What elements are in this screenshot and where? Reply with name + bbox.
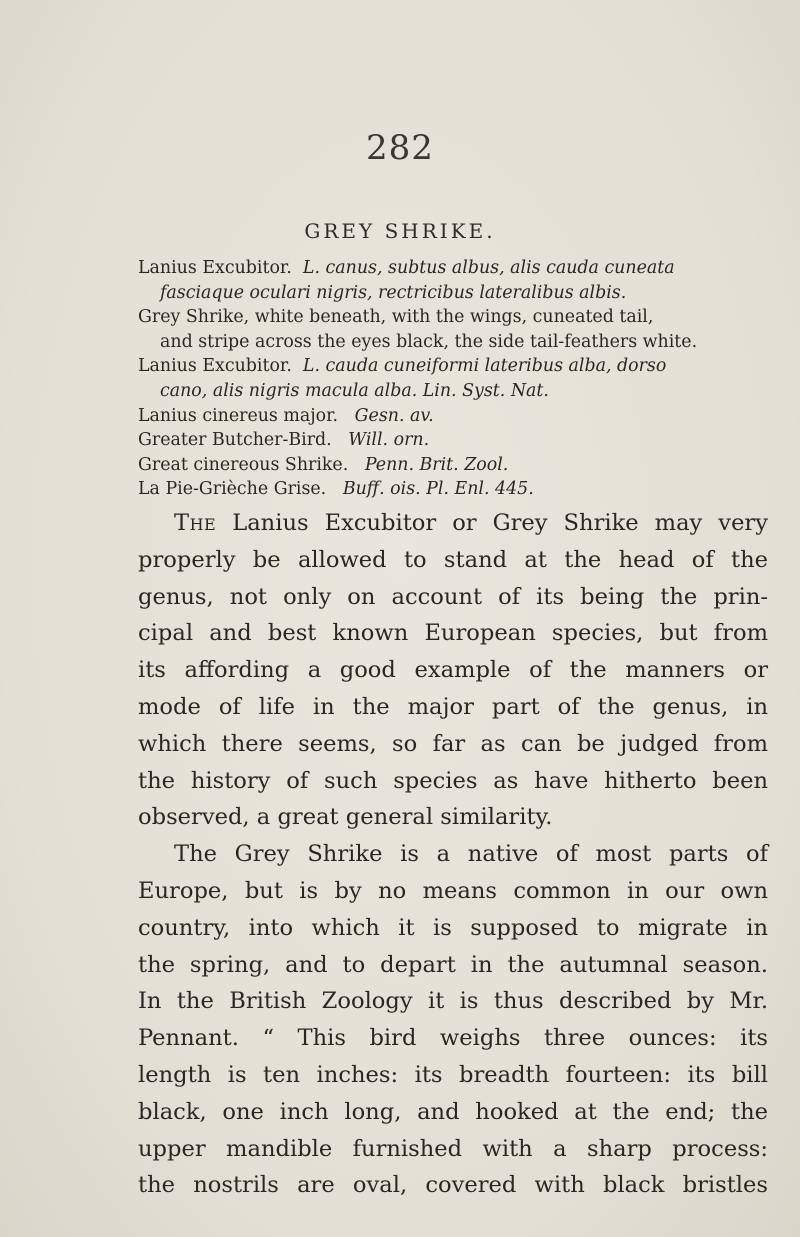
text-line: genus, not only on account of its being the prin-	[138, 583, 768, 610]
synonym-entry	[138, 305, 778, 330]
text-line: mode of life in the major part of the genus, in	[138, 693, 768, 720]
synonym-entry	[138, 354, 778, 379]
synonym-reference: Will. orn.	[348, 430, 430, 451]
text-line	[138, 505, 768, 542]
synonym-reference: L. cauda cuneiformi lateribus alba, dorso	[302, 356, 667, 377]
page-title: GREY SHRIKE.	[304, 219, 496, 243]
synonym-continuation: cano, alis nigris macula alba. Lin. Syst. Nat.	[160, 380, 549, 401]
text-line: Pennant. “ This bird weighs three ounces: its	[138, 1025, 768, 1052]
synonym-continuation: fasciaque oculari nigris, rectricibus lateralibus albis.	[160, 282, 627, 303]
text-line: upper mandible furnished with a sharp process:	[138, 1135, 768, 1162]
synonym-entry	[138, 404, 778, 429]
synonym-name: La Pie-Grièche Grise.	[138, 479, 327, 500]
text-line-content: Lanius Excubitor or Grey Shrike may very	[232, 510, 769, 536]
synonym-name: Greater Butcher-Bird.	[138, 430, 332, 451]
synonym-entry	[138, 477, 778, 502]
synonym-name: Lanius cinereus major.	[138, 405, 339, 426]
synonym-name: Great cinereous Shrike.	[138, 454, 349, 475]
text-line: which there seems, so far as can be judged from	[138, 730, 768, 757]
text-line: its affording a good example of the manners or	[138, 657, 768, 684]
synonym-entry	[138, 453, 778, 478]
synonymy-list	[138, 256, 778, 502]
synonym-reference: Buff. ois. Pl. Enl. 445.	[342, 479, 534, 500]
text-line: black, one inch long, and hooked at the end; the	[138, 1098, 768, 1125]
synonym-reference: Gesn. av.	[354, 405, 434, 426]
text-line: Europe, but is by no means common in our own	[138, 877, 768, 904]
text-line: country, into which it is supposed to migrate in	[138, 914, 768, 941]
text-line: length is ten inches: its breadth fourteen: its bill	[138, 1061, 768, 1088]
body-text	[138, 505, 768, 1204]
synonym-entry	[138, 428, 778, 453]
text-line: observed, a great general similarity.	[138, 804, 553, 831]
lead-word: The	[174, 510, 217, 536]
text-line: the nostrils are oval, covered with black bristles	[138, 1172, 768, 1199]
text-line: cipal and best known European species, but from	[138, 620, 768, 647]
page-number: 282	[366, 128, 434, 168]
text-line: properly be allowed to stand at the head of the	[138, 546, 768, 573]
text-line: The Grey Shrike is a native of most parts of	[174, 841, 768, 868]
text-line: the history of such species as have hitherto been	[138, 767, 768, 794]
synonym-name: Grey Shrike, white beneath, with the wings, cuneated tail,	[138, 307, 654, 328]
synonym-name: Lanius Excubitor.	[138, 258, 292, 278]
synonym-continuation: and stripe across the eyes black, the side tail-feathers white.	[160, 331, 698, 352]
synonym-reference: Penn. Brit. Zool.	[364, 454, 509, 475]
text-line: In the British Zoology it is thus described by Mr.	[138, 988, 768, 1015]
text-line: the spring, and to depart in the autumnal season.	[138, 951, 768, 978]
synonym-name: Lanius Excubitor.	[138, 356, 292, 377]
synonym-entry	[138, 256, 778, 281]
synonym-reference: L. canus, subtus albus, alis cauda cuneata	[302, 258, 675, 278]
